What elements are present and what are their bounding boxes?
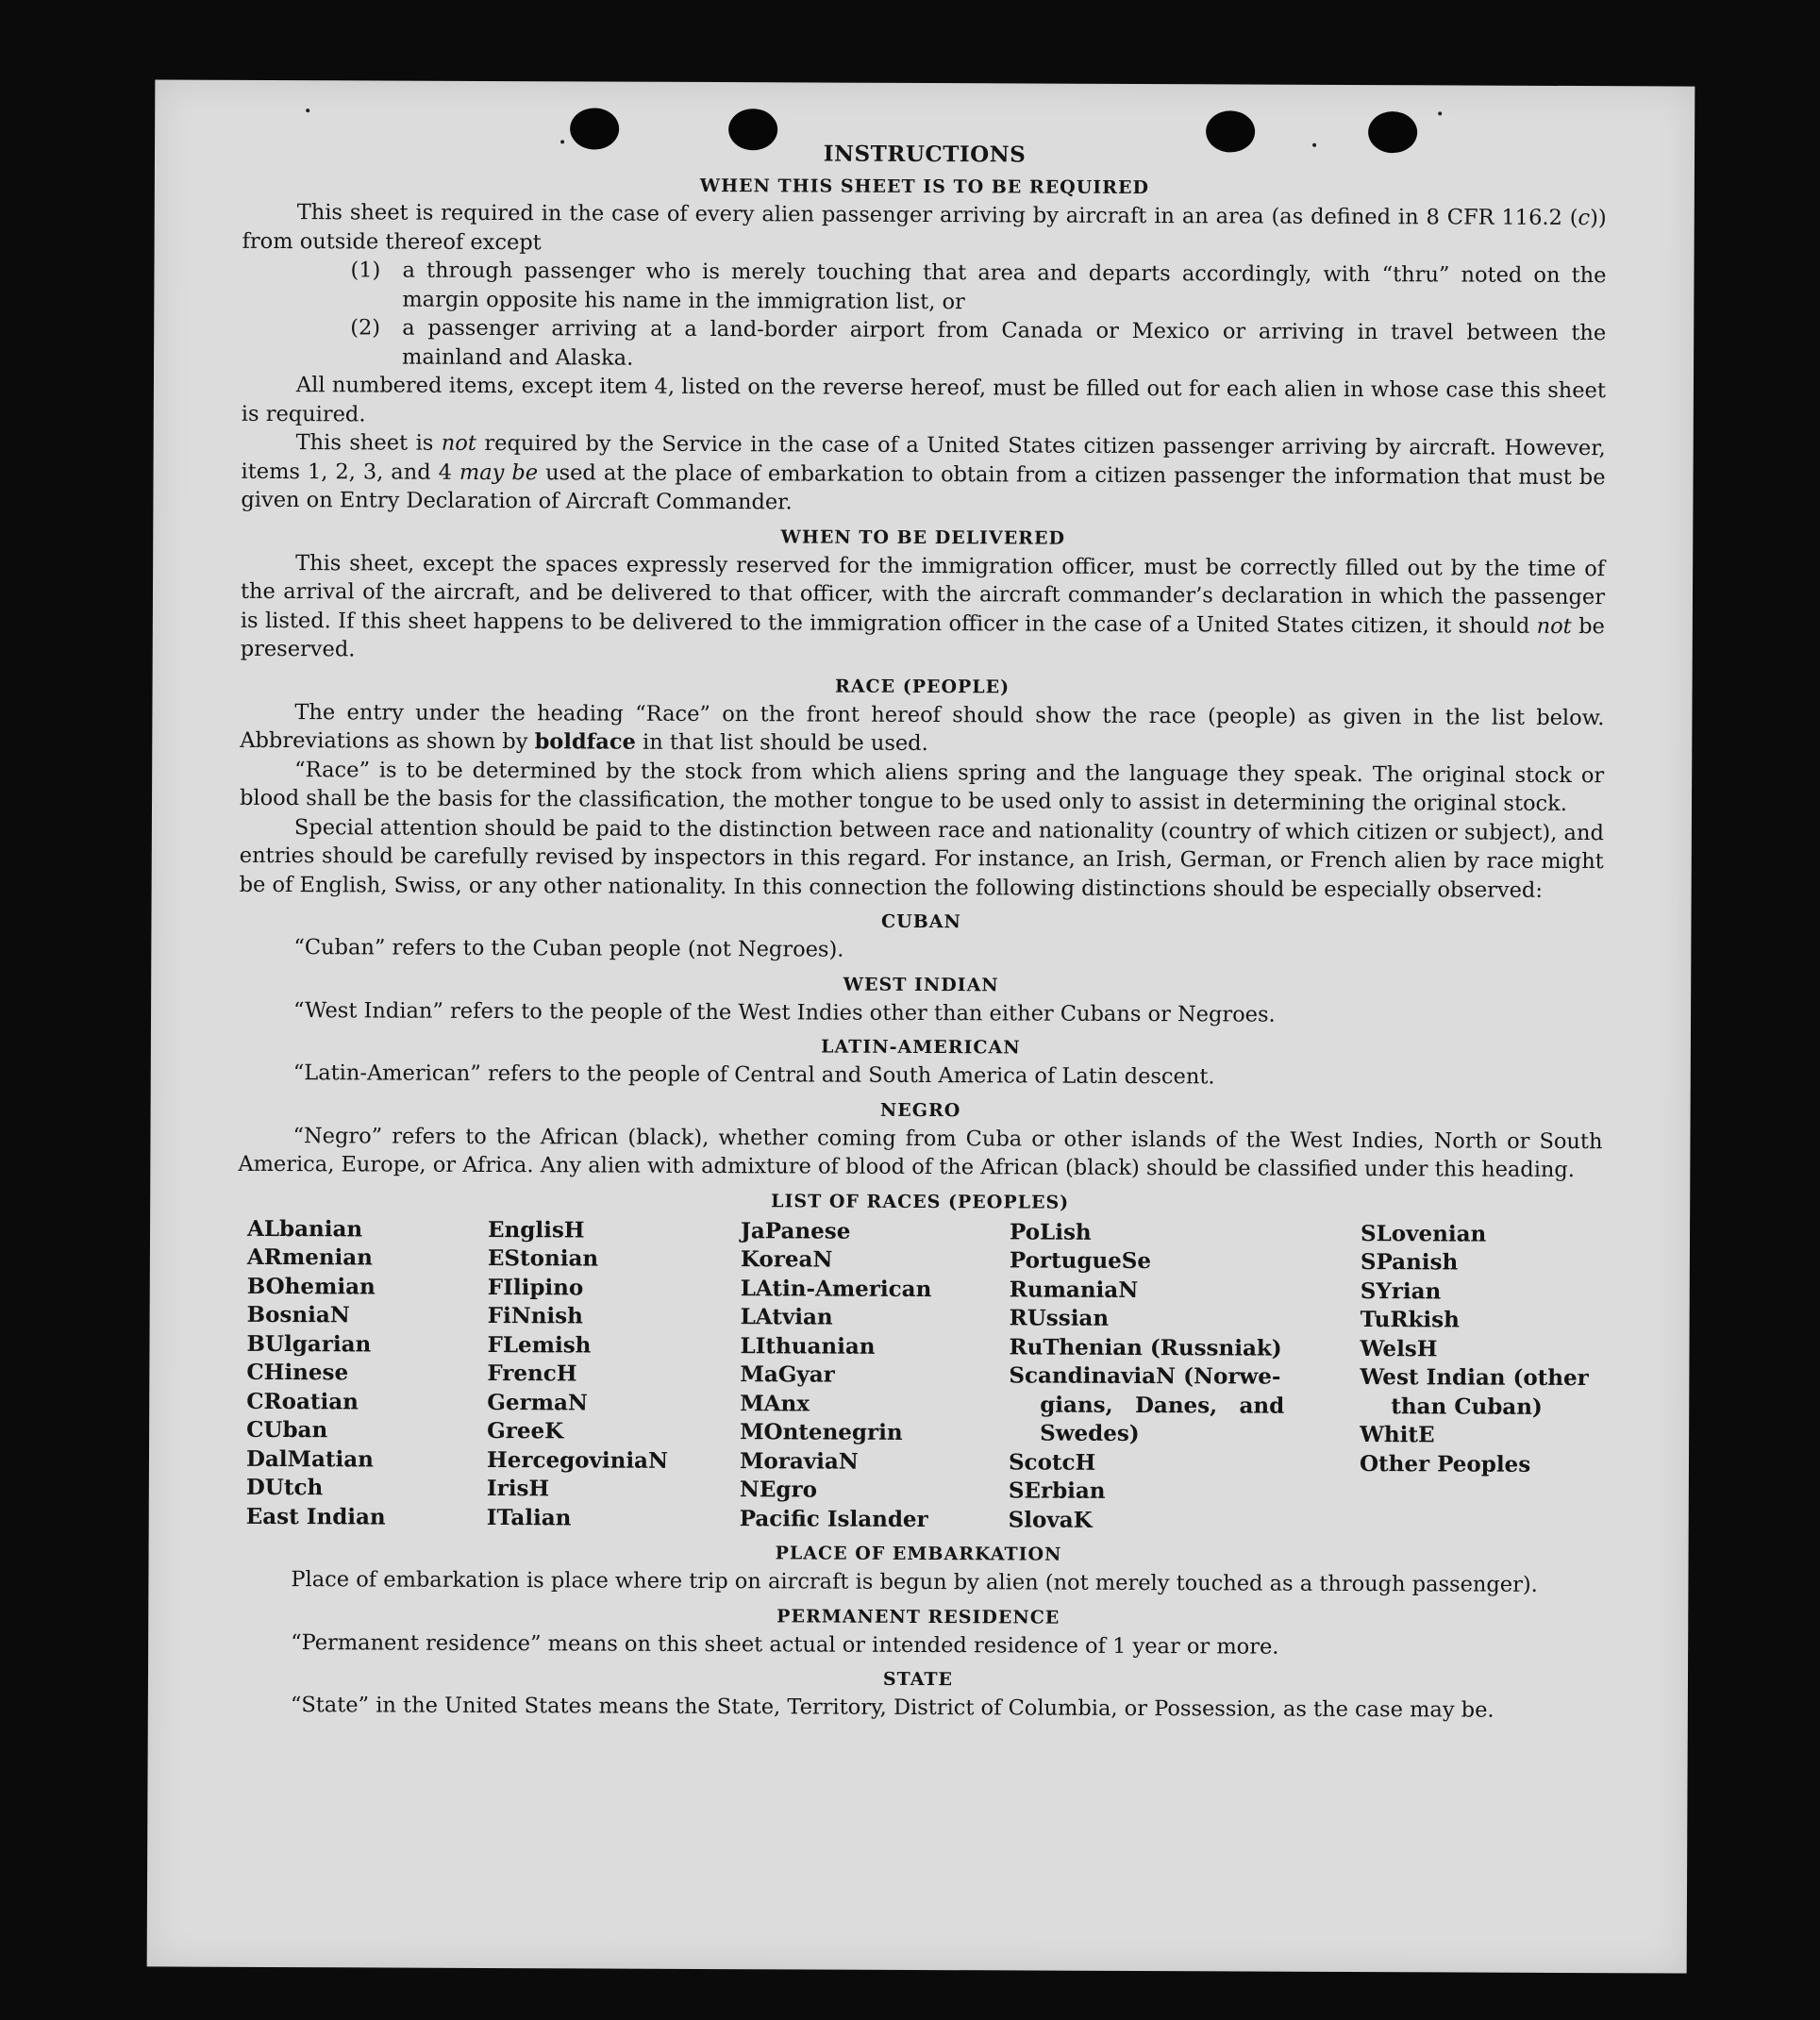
- paragraph: All numbered items, except item 4, listed on the reverse hereof, must be filled out for each alien in whose case this sheet is required.: [241, 373, 1607, 426]
- race-entry: BosniaN: [246, 1301, 350, 1328]
- race-entry: SPanish: [1360, 1249, 1459, 1276]
- race-entry-continuation: than Cuban): [1391, 1393, 1543, 1420]
- paragraph: This sheet is not required by the Service in the case of a United States citizen passenger arriving by aircraft. However, items 1, 2, 3, and 4 may be used at the place of embarkation to obtain from a citizen passenger the information that must be given on Entry Declaration of Aircraft Commander.: [241, 430, 1606, 515]
- race-entry: EnglisH: [487, 1216, 585, 1243]
- race-entry: RuThenian (Russniak): [1009, 1333, 1282, 1361]
- paragraph: “Race” is to be determined by the stock from which aliens spring and the language they speak. The original stock or blood shall be the basis for the classification, the mother tongue to be used only to assist in determining the original stock.: [239, 757, 1605, 816]
- item-number: (2): [350, 315, 381, 341]
- race-entry: Other Peoples: [1359, 1450, 1531, 1477]
- race-entry: PortugueSe: [1009, 1247, 1152, 1275]
- race-entry: FLemish: [487, 1331, 592, 1358]
- section-heading: STATE: [882, 1668, 954, 1691]
- race-entry: GermaN: [487, 1389, 588, 1415]
- race-entry: WhitE: [1360, 1422, 1435, 1448]
- race-entry: RumaniaN: [1009, 1276, 1139, 1303]
- paragraph: “Negro” refers to the African (black), whether coming from Cuba or other islands of the West Indies, North or South America, Europe, or Africa. Any alien with admixture of blood of the African (black) should be classified under this heading.: [238, 1123, 1603, 1183]
- section-heading: PERMANENT RESIDENCE: [776, 1605, 1060, 1628]
- section-heading: WHEN TO BE DELIVERED: [780, 526, 1066, 549]
- race-entry: LAtin-American: [740, 1275, 932, 1302]
- section-heading: WEST INDIAN: [843, 974, 999, 995]
- race-entry: FIlipino: [487, 1274, 584, 1300]
- race-entry: PoLish: [1009, 1218, 1092, 1245]
- paragraph: “West Indian” refers to the people of the West Indies other than either Cubans or Negroes.: [293, 997, 1276, 1027]
- race-entry: MOntenegrin: [740, 1419, 903, 1445]
- race-entry: RUssian: [1009, 1305, 1110, 1331]
- paragraph: This sheet, except the spaces expressly reserved for the immigration officer, must be correctly filled out by the time of the arrival of the aircraft, and be delivered to that officer, with the aircraft commander’s declaration in which the passenger is listed. If this sheet happens to be delivered to the immigration officer in the case of a United States citizen, it should not be preserved.: [240, 550, 1606, 662]
- race-entry: West Indian (other: [1360, 1364, 1589, 1392]
- race-column: [487, 1215, 741, 1533]
- race-entry: DUtch: [245, 1474, 324, 1501]
- race-entry: EStonian: [487, 1244, 599, 1272]
- paragraph: “Cuban” refers to the Cuban people (not Negroes).: [293, 935, 844, 962]
- race-entry-continuation: gians, Danes, and: [1040, 1392, 1285, 1419]
- item-number: (1): [350, 258, 381, 283]
- race-entry: ScotcH: [1008, 1448, 1096, 1476]
- race-entry: ITalian: [486, 1504, 572, 1530]
- race-list: [246, 1214, 1602, 1537]
- race-column: [1360, 1220, 1606, 1538]
- race-entry: FrencH: [487, 1360, 577, 1387]
- race-entry: Pacific Islander: [739, 1505, 928, 1532]
- race-entry: LAtvian: [740, 1304, 833, 1330]
- race-entry: CRoatian: [246, 1388, 359, 1414]
- race-entry: SYrian: [1360, 1277, 1442, 1304]
- paragraph: “Latin-American” refers to the people of Central and South America of Latin descent.: [292, 1060, 1215, 1090]
- section-heading: LATIN-AMERICAN: [821, 1036, 1021, 1059]
- section-heading: CUBAN: [880, 910, 961, 933]
- race-entry: IrisH: [486, 1475, 550, 1502]
- race-entry: LIthuanian: [740, 1332, 876, 1360]
- race-entry: BUlgarian: [246, 1330, 372, 1357]
- section-heading: NEGRO: [879, 1099, 961, 1121]
- section-heading: WHEN THIS SHEET IS TO BE REQUIRED: [699, 175, 1150, 199]
- paragraph: “Permanent residence” means on this sheet actual or intended residence of 1 year or more.: [291, 1629, 1279, 1660]
- paragraph: The entry under the heading “Race” on the front hereof should show the race (people) as given in the list below. Abbreviations as shown by boldface in that list should be used.: [240, 699, 1605, 757]
- race-entry: MAnx: [740, 1390, 810, 1416]
- race-entry: ALbanian: [247, 1215, 363, 1242]
- item-text: a through passenger who is merely touching that area and departs accordingly, with “thru” noted on the margin opposite his name in the immigration list, or: [402, 258, 1607, 314]
- race-entry: SlovaK: [1008, 1506, 1093, 1533]
- race-entry: KoreaN: [740, 1246, 833, 1273]
- race-entry: CUban: [246, 1416, 328, 1444]
- section-heading: LIST OF RACES (PEOPLES): [771, 1190, 1070, 1213]
- race-column: [1009, 1218, 1361, 1536]
- race-entry: JaPanese: [740, 1217, 851, 1244]
- race-column: [740, 1217, 1010, 1535]
- race-entry: ScandinaviaN (Norwe-: [1009, 1362, 1281, 1390]
- race-entry: WelsH: [1360, 1335, 1438, 1361]
- race-entry: HercegoviniaN: [486, 1446, 669, 1474]
- race-entry: SLovenian: [1360, 1220, 1487, 1247]
- paragraph: Special attention should be paid to the distinction between race and nationality (country of which citizen or subject), and entries should be carefully revised by inspectors in this regard. For instance, an Irish, German, or French alien by race might be of English, Swiss, or any other nationality. In this connection the following distinctions should be especially observed:: [239, 814, 1604, 903]
- scan-speck: [1438, 111, 1442, 115]
- race-entry: FiNnish: [487, 1302, 583, 1329]
- item-text: a passenger arriving at a land-border airport from Canada or Mexico or arriving in travel between the mainland and Alaska.: [402, 315, 1607, 371]
- page-title: INSTRUCTIONS: [823, 141, 1027, 168]
- race-entry: NEgro: [739, 1477, 818, 1503]
- race-entry: ARmenian: [246, 1244, 374, 1271]
- race-entry-continuation: Swedes): [1040, 1420, 1140, 1447]
- race-entry: CHinese: [246, 1359, 349, 1386]
- race-entry: TuRkish: [1360, 1307, 1460, 1333]
- paragraph: This sheet is required in the case of every alien passenger arriving by aircraft in an area (as defined in 8 CFR 116.2 (c)) from outside thereof except: [242, 200, 1607, 255]
- race-entry: East Indian: [245, 1503, 386, 1530]
- section-heading: PLACE OF EMBARKATION: [775, 1543, 1062, 1565]
- paragraph: “State” in the United States means the State, Territory, District of Columbia, or Possession, as the case may be.: [290, 1693, 1494, 1723]
- race-column: [246, 1214, 488, 1532]
- race-entry: DalMatian: [245, 1445, 374, 1472]
- race-entry: GreeK: [487, 1417, 564, 1444]
- document-sheet: [147, 79, 1695, 1973]
- paragraph: Place of embarkation is place where trip on aircraft is begun by alien (not merely touched as a through passenger).: [291, 1567, 1538, 1597]
- race-entry: MaGyar: [740, 1361, 835, 1388]
- numbered-item: [350, 256, 1606, 319]
- numbered-item: [350, 313, 1606, 376]
- race-entry: MoraviaN: [739, 1447, 859, 1475]
- instructions-content: [236, 139, 1607, 1726]
- section-heading: RACE (PEOPLE): [834, 676, 1010, 697]
- scan-speck: [306, 109, 309, 112]
- race-entry: SErbian: [1008, 1477, 1106, 1504]
- race-entry: BOhemian: [246, 1273, 376, 1299]
